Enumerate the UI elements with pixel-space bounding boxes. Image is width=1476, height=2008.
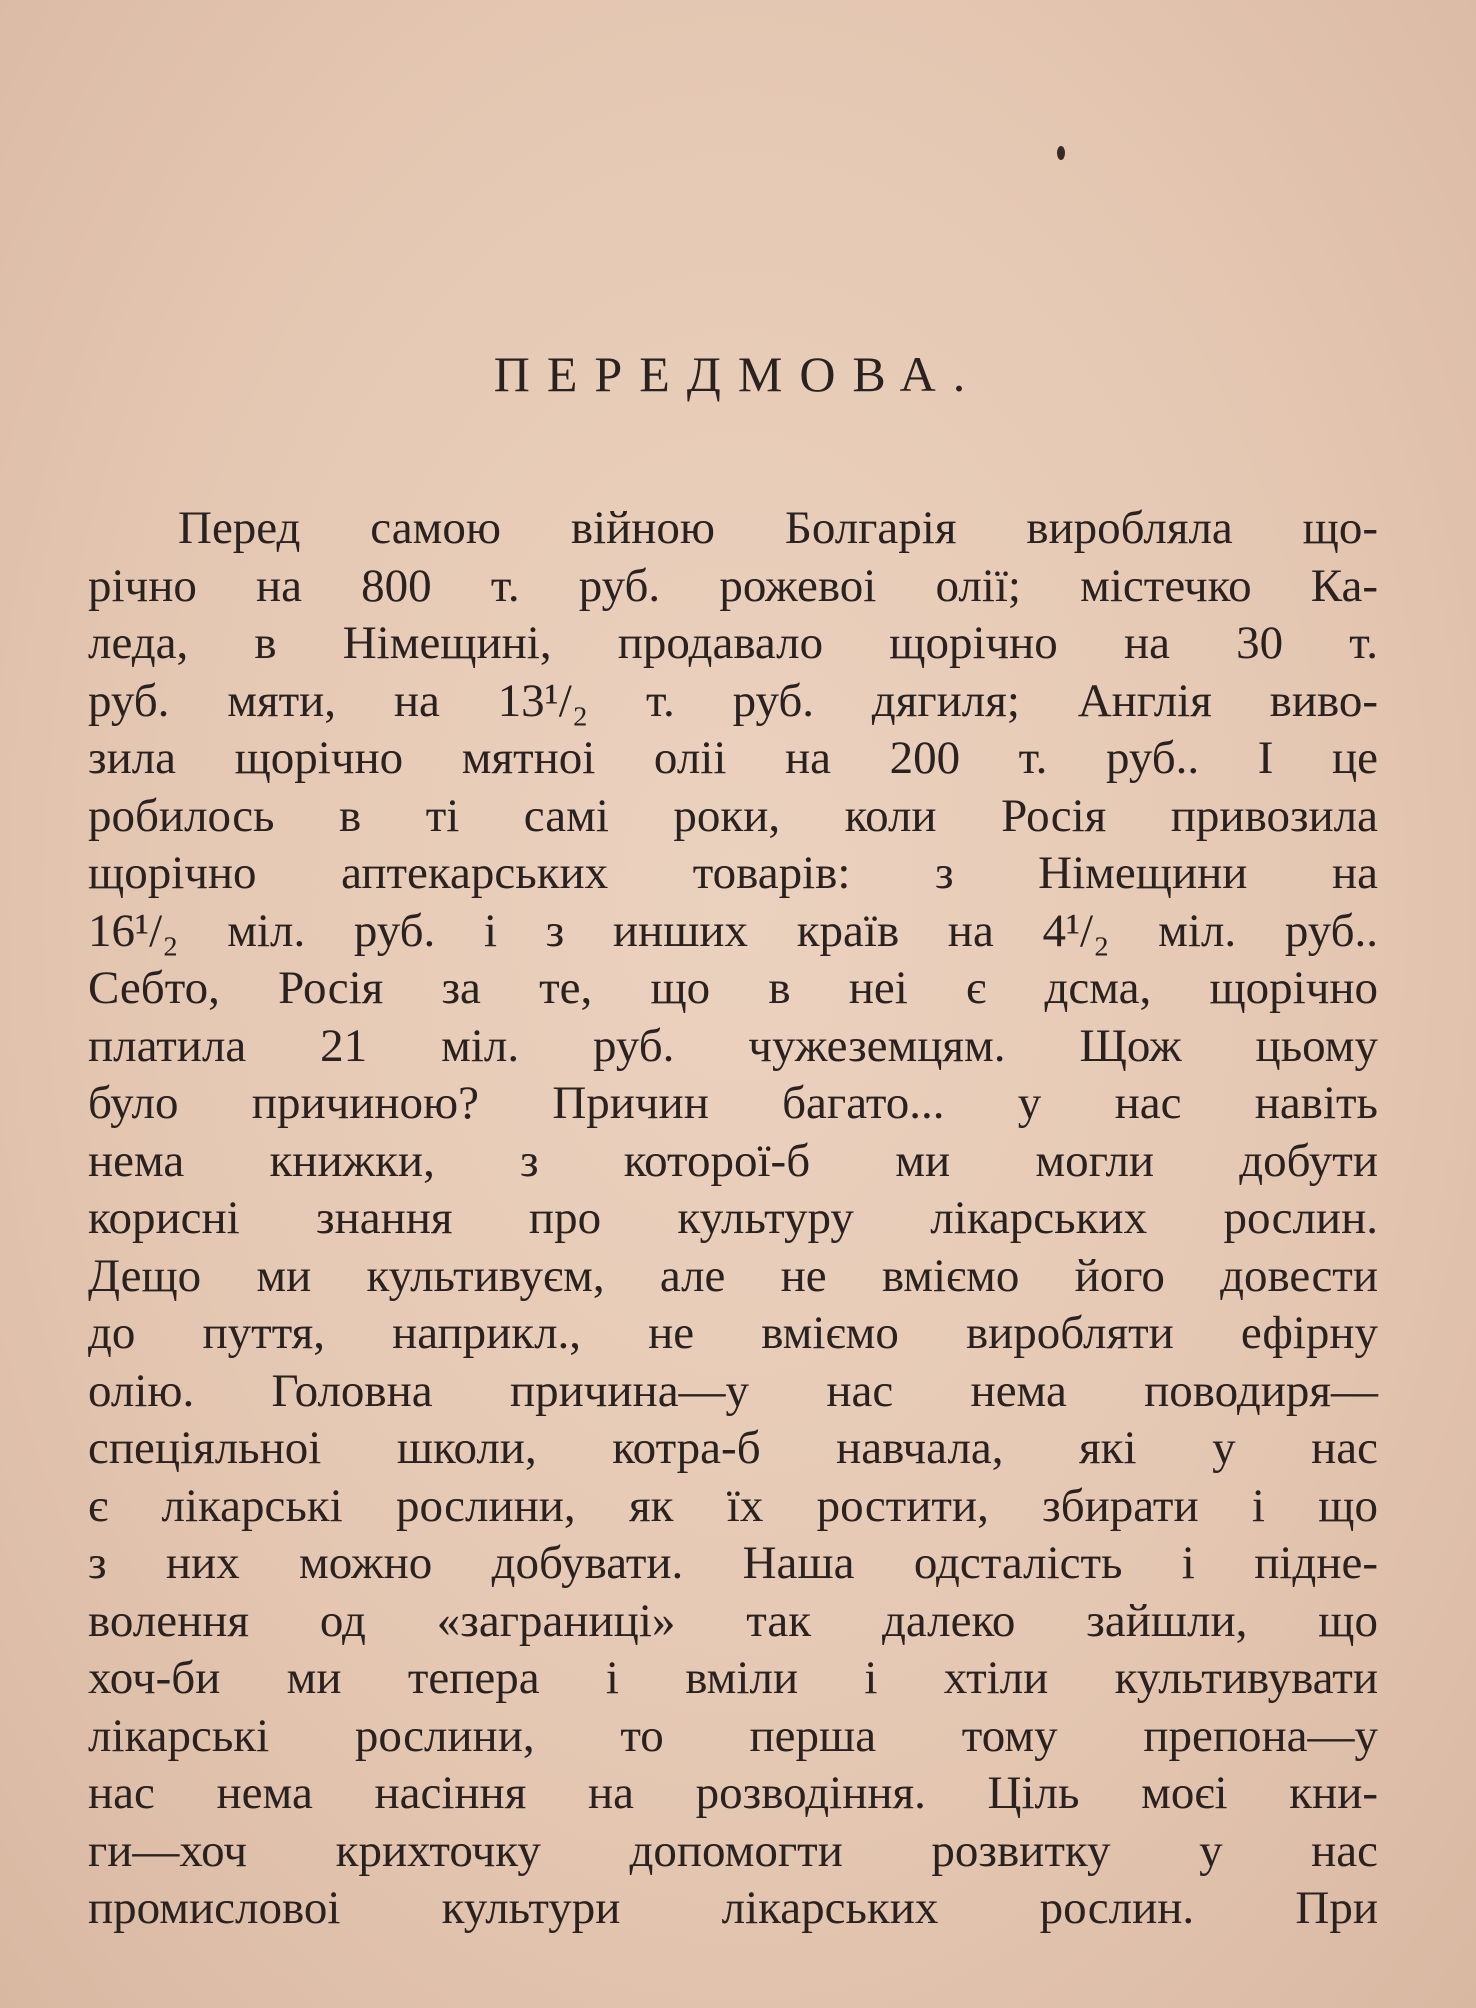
text-line: хоч-би ми тепера і вміли і хтіли культивувати — [88, 1652, 1378, 1704]
text-line: ги—хоч крихточку допомогти розвитку у нас — [88, 1824, 1378, 1877]
text-line: платила 21 міл. руб. чужеземцям. Щож цьому — [88, 1019, 1378, 1072]
text-line: до пуття, наприкл., не вміємо виробляти ефірну — [88, 1307, 1378, 1359]
text-line: робилось в ті самі роки, коли Росія привозила — [88, 789, 1378, 842]
text-line: щорічно аптекарських товарів: з Німещини на — [88, 847, 1378, 899]
text-line: Себто, Росія за те, що в неі є дсма, щорічно — [88, 962, 1378, 1014]
text-line: руб. мяти, на 13¹/₂ т. руб. дягиля; Англія виво- — [88, 674, 1378, 727]
text-line: промисловоі культури лікарських рослин. При — [88, 1882, 1378, 1934]
text-line: корисні знання про культуру лікарських рослин. — [88, 1192, 1378, 1244]
text-line: було причиною? Причин багато... у нас навіть — [88, 1077, 1378, 1129]
text-line: з них можно добувати. Наша одсталість і підне- — [88, 1537, 1378, 1589]
text-line: лікарські рослини, то перша тому препона—у — [88, 1709, 1378, 1762]
text-line: зила щорічно мятноі оліі на 200 т. руб.. І це — [88, 732, 1378, 784]
text-line: спеціяльноі школи, котра-б навчала, які у нас — [88, 1422, 1378, 1474]
text-line: є лікарські рослини, як їх ростити, збирати і що — [88, 1479, 1378, 1532]
text-line: нема книжки, з которої-б ми могли добути — [88, 1134, 1378, 1187]
preface-text — [88, 500, 1378, 1938]
text-line: волення од «заграниці» так далеко зайшли, що — [88, 1594, 1378, 1647]
text-line: леда, в Німещині, продавало щорічно на 30 т. — [88, 617, 1378, 669]
page-title: ПЕРЕДМОВА. — [493, 346, 983, 402]
text-line: річно на 800 т. руб. рожевоі олії; містечко Ка- — [88, 559, 1378, 612]
ink-speck — [1057, 146, 1065, 160]
text-line: олію. Головна причина—у нас нема поводиря— — [88, 1364, 1378, 1417]
text-line: 16¹/₂ міл. руб. і з инших країв на 4¹/₂ міл. руб.. — [88, 904, 1378, 957]
text-line: Дещо ми культивуєм, але не вміємо його довести — [88, 1249, 1378, 1302]
text-line: Перед самою війною Болгарія виробляла що- — [178, 502, 1378, 554]
text-line: нас нема насіння на розводіння. Ціль моєі кни- — [88, 1767, 1378, 1819]
